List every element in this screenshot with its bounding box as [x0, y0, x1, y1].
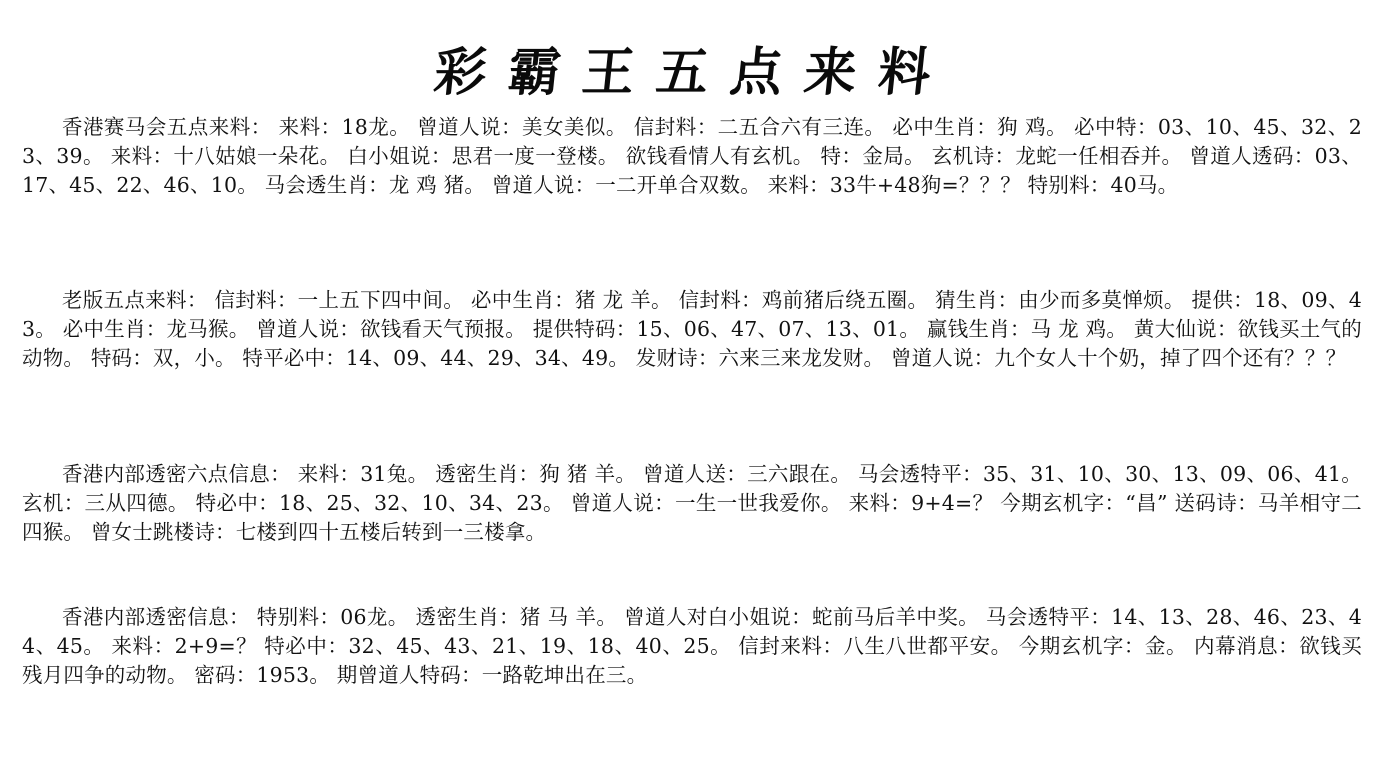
document-title: 彩霸王五点来料 — [431, 42, 956, 103]
section-hk-jockey-club-five-points: 香港赛马会五点来料： 来料：18龙。 曾道人说：美女美似。 信封料：二五合六有三连。 必中生肖：狗 鸡。 必中特：03、10、45、32、23、39。 来料：十八姑娘一朵花。 白小姐说：思君一度一登楼。 欲钱看情人有玄机。 特：金局。 玄机诗：龙蛇一任相吞并。 曾道人透码：03、17、45、22、46、10。 马会透生肖：龙 鸡 猪。 曾道人说：一二开单合双数。 来料：33牛+48狗=？？？ 特别料：40马。 — [22, 115, 1362, 197]
section-old-edition-five-points: 老版五点来料： 信封料：一上五下四中间。 必中生肖：猪 龙 羊。 信封料：鸡前猪后绕五圈。 猜生肖：由少而多莫惮烦。 提供：18、09、43。 必中生肖：龙马猴。 曾道人说：欲钱看天气预报。 提供特码：15、06、47、07、13、01。 赢钱生肖：马 龙 鸡。 黄大仙说：欲钱买土气的动物。 特码：双，小。 特平必中：14、09、44、29、34、49。 发财诗：六来三来龙发财。 曾道人说：九个女人十个奶，掉了四个还有？？？ — [22, 288, 1362, 370]
section-hk-internal-info: 香港内部透密信息： 特别料：06龙。 透密生肖：猪 马 羊。 曾道人对白小姐说：蛇前马后羊中奖。 马会透特平：14、13、28、46、23、44、45。 来料：2+9=？ 特必中：32、45、43、21、19、18、40、25。 信封来料：八生八世都平安。 今期玄机字：金。 内幕消息：欲钱买残月四争的动物。 密码：1953。 期曾道人特码：一路乾坤出在三。 — [22, 605, 1362, 687]
section-hk-internal-six-points: 香港内部透密六点信息： 来料：31兔。 透密生肖：狗 猪 羊。 曾道人送：三六跟在。 马会透特平：35、31、10、30、13、09、06、41。 玄机：三从四德。 特必中：18、25、32、10、34、23。 曾道人说：一生一世我爱你。 来料：9+4=？ 今期玄机字：“昌” 送码诗：马羊相守二四猴。 曾女士跳楼诗：七楼到四十五楼后转到一三楼拿。 — [22, 462, 1362, 544]
